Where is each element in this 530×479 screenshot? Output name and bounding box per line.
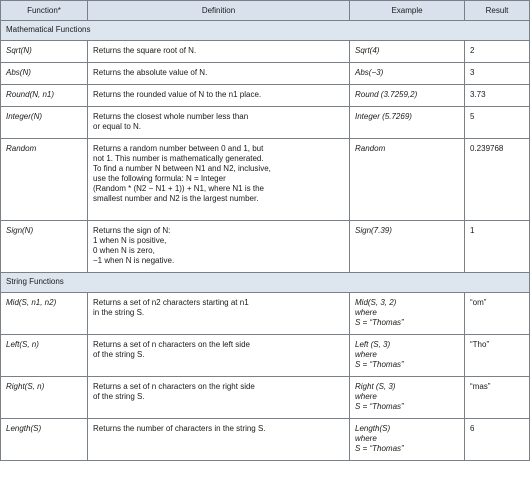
table-row [1, 419, 530, 461]
function-result: “Tho” [465, 335, 530, 377]
function-definition: Returns the number of characters in the string S. [88, 419, 350, 461]
function-example: Length(S) where S = “Thomas” [350, 419, 465, 461]
function-result: 5 [465, 107, 530, 139]
table-row [1, 335, 530, 377]
function-definition: Returns the sign of N: 1 when N is positive, 0 when N is zero, −1 when N is negative. [88, 221, 350, 273]
function-definition: Returns a random number between 0 and 1, but not 1. This number is mathematically generated. To find a number N between N1 and N2, inclusive, use the following formula: N = Integer (Random * (N2 − N1 + 1)) + N1, where N1 is the smallest number and N2 is the largest number. [88, 139, 350, 221]
table-row [1, 41, 530, 63]
function-example: Sign(7.39) [350, 221, 465, 273]
function-name: Abs(N) [1, 63, 88, 85]
function-example: Integer (5.7269) [350, 107, 465, 139]
table-row [1, 377, 530, 419]
function-definition: Returns a set of n characters on the left side of the string S. [88, 335, 350, 377]
table-row [1, 107, 530, 139]
function-name: Mid(S, n1, n2) [1, 293, 88, 335]
function-example: Sqrt(4) [350, 41, 465, 63]
header-function: Function* [1, 1, 88, 21]
function-name: Random [1, 139, 88, 221]
table-row [1, 85, 530, 107]
function-name: Left(S, n) [1, 335, 88, 377]
function-result: “mas” [465, 377, 530, 419]
function-name: Sqrt(N) [1, 41, 88, 63]
header-result: Result [465, 1, 530, 21]
function-definition: Returns the closest whole number less than or equal to N. [88, 107, 350, 139]
function-example: Abs(−3) [350, 63, 465, 85]
function-result: “om” [465, 293, 530, 335]
function-example: Mid(S, 3, 2) where S = “Thomas” [350, 293, 465, 335]
section-row-string [1, 273, 530, 293]
function-name: Right(S, n) [1, 377, 88, 419]
function-result: 3.73 [465, 85, 530, 107]
section-label-string: String Functions [1, 273, 530, 293]
table-row [1, 63, 530, 85]
function-name: Integer(N) [1, 107, 88, 139]
function-name: Length(S) [1, 419, 88, 461]
function-result: 6 [465, 419, 530, 461]
section-label-math: Mathematical Functions [1, 21, 530, 41]
function-definition: Returns the square root of N. [88, 41, 350, 63]
function-example: Right (S, 3) where S = “Thomas” [350, 377, 465, 419]
function-name: Sign(N) [1, 221, 88, 273]
function-definition: Returns the absolute value of N. [88, 63, 350, 85]
function-definition: Returns a set of n characters on the right side of the string S. [88, 377, 350, 419]
table-row [1, 293, 530, 335]
function-result: 3 [465, 63, 530, 85]
function-example: Round (3.7259,2) [350, 85, 465, 107]
header-row [1, 1, 530, 21]
function-result: 1 [465, 221, 530, 273]
function-example: Random [350, 139, 465, 221]
table-row [1, 139, 530, 221]
header-definition: Definition [88, 1, 350, 21]
header-example: Example [350, 1, 465, 21]
function-result: 2 [465, 41, 530, 63]
function-result: 0.239768 [465, 139, 530, 221]
function-name: Round(N, n1) [1, 85, 88, 107]
function-example: Left (S, 3) where S = “Thomas” [350, 335, 465, 377]
function-definition: Returns the rounded value of N to the n1 place. [88, 85, 350, 107]
section-row-math [1, 21, 530, 41]
table-row [1, 221, 530, 273]
function-definition: Returns a set of n2 characters starting at n1 in the string S. [88, 293, 350, 335]
